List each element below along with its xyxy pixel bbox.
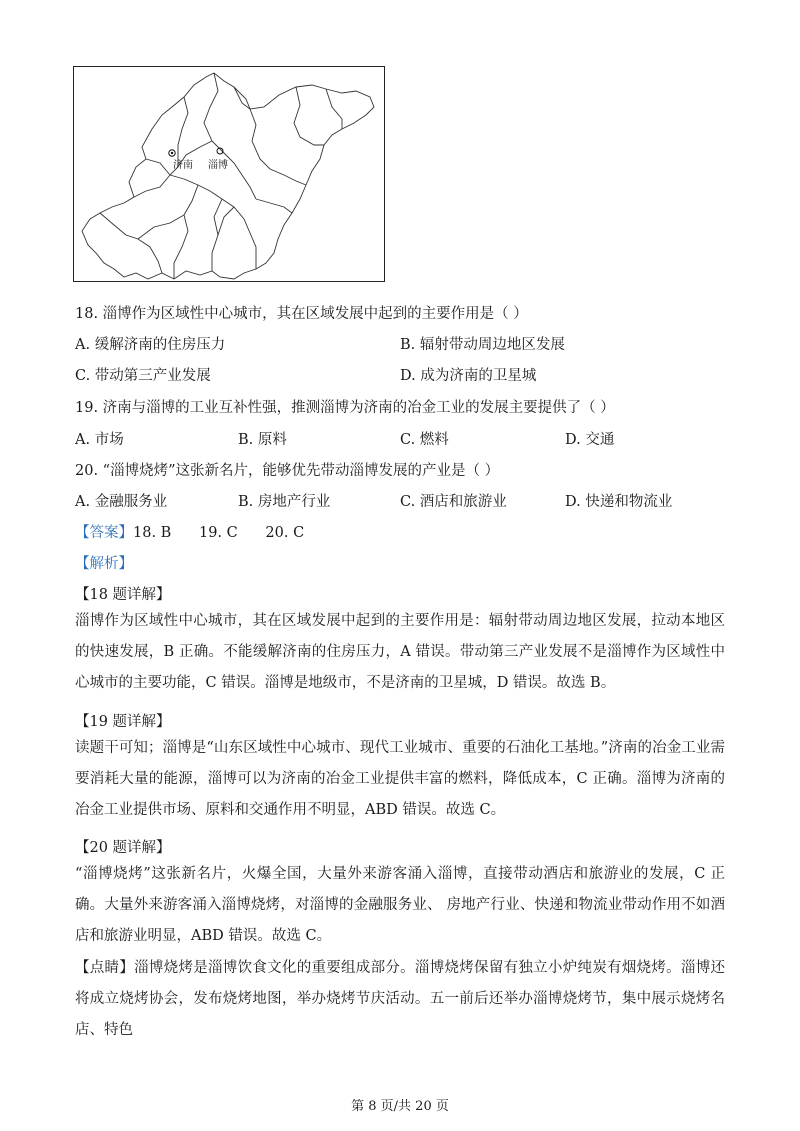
detail-18-text: 淄博作为区域性中心城市，其在区域发展中起到的主要作用是：辐射带动周边地区发展，拉动本地区的快速发展，B 正确。不能缓解济南的住房压力，A 错误。带动第三产业发展不是淄博作为区域性中心城市的主要功能，C 错误。淄博是地级市，不是济南的卫星城，D 错误。故选 B。 <box>75 613 725 691</box>
city-label-jinan: 济南 <box>173 160 193 171</box>
q20-option-c: C. 酒店和旅游业 <box>400 494 507 510</box>
answer-line <box>75 521 304 542</box>
q20-option-d: D. 快递和物流业 <box>565 494 673 510</box>
q20-option-b: B. 房地产行业 <box>238 494 331 510</box>
tip-paragraph <box>75 953 725 1046</box>
answer-values: 18. B 19. C 20. C <box>133 525 305 541</box>
city-label-zibo: 淄博 <box>208 160 228 171</box>
tip-text: 淄博烧烤是淄博饮食文化的重要组成部分。淄博烧烤保留有独立小炉纯炭有烟烧烤。淄博还将成立烧烤协会，发布烧烤地图，举办烧烤节庆活动。五一前后还举办淄博烧烤节，集中展示烧烤名店、特色 <box>75 960 726 1038</box>
q18-option-c: C. 带动第三产业发展 <box>75 368 211 384</box>
detail-20-text: “淄博烧烤”这张新名片，火爆全国，大量外来游客涌入淄博，直接带动酒店和旅游业的发展，C 正确。大量外来游客涌入淄博烧烤，对淄博的金融服务业、 房地产行业、快递和物流业带动作用不如酒店和旅游业明显，ABD 错误。故选 C。 <box>75 866 725 944</box>
q19-option-c: C. 燃料 <box>400 432 449 448</box>
detail-20-heading: 【20 题详解】 <box>75 840 171 856</box>
q20-option-a: A. 金融服务业 <box>75 494 168 510</box>
question-18-stem: 18. 淄博作为区域性中心城市，其在区域发展中起到的主要作用是（ ） <box>75 306 528 322</box>
detail-19-text: 读题干可知；淄博是“山东区域性中心城市、现代工业城市、重要的石油化工基地。”济南的冶金工业需要消耗大量的能源，淄博可以为济南的冶金工业提供丰富的燃料，降低成本，C 正确。淄博为济南的冶金工业提供市场、原料和交通作用不明显，ABD 错误。故选 C。 <box>75 740 725 818</box>
detail-19-heading: 【19 题详解】 <box>75 714 171 730</box>
q19-option-b: B. 原料 <box>238 432 287 448</box>
map-outline <box>74 67 386 283</box>
analysis-label: 【解析】 <box>75 556 133 572</box>
q19-option-a: A. 市场 <box>75 432 124 448</box>
page-footer: 第 8 页/共 20 页 <box>351 1099 449 1114</box>
q19-option-d: D. 交通 <box>565 432 615 448</box>
answer-label: 【答案】 <box>75 525 133 541</box>
q18-option-d: D. 成为济南的卫星城 <box>400 368 537 384</box>
q18-option-b: B. 辐射带动周边地区发展 <box>400 337 565 353</box>
question-20-stem: 20. “淄博烧烤”这张新名片，能够优先带动淄博发展的产业是（ ） <box>75 463 500 479</box>
q18-option-a: A. 缓解济南的住房压力 <box>75 337 226 353</box>
question-19-stem: 19. 济南与淄博的工业互补性强，推测淄博为济南的冶金工业的发展主要提供了（ ） <box>75 400 615 416</box>
tip-label: 【点睛】 <box>75 960 135 976</box>
shandong-map <box>73 66 385 282</box>
detail-18-heading: 【18 题详解】 <box>75 587 171 603</box>
